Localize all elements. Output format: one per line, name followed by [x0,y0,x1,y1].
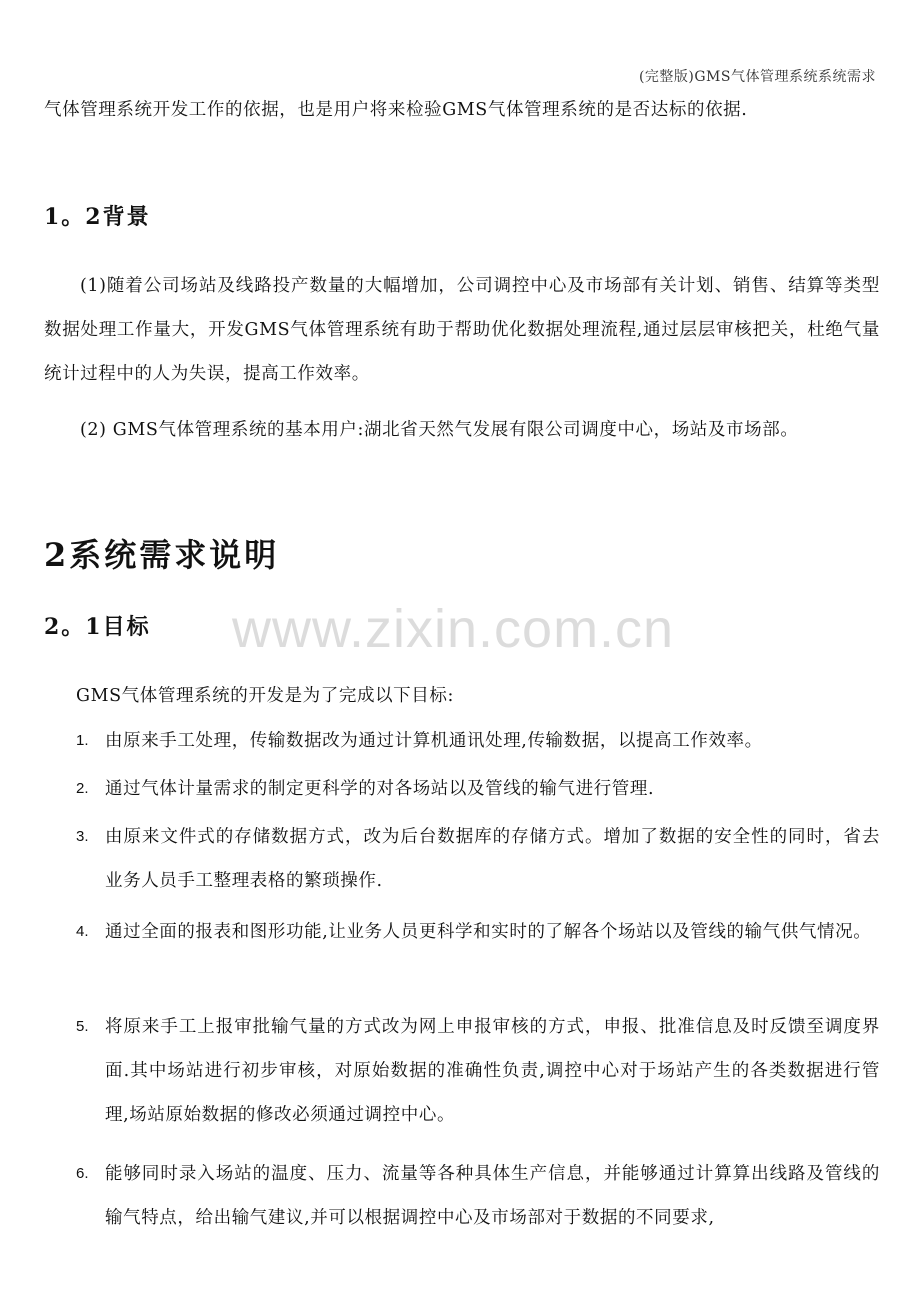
goal-item [76,910,880,954]
goal-item [76,767,880,811]
goal-item-text: 通过气体计量需求的制定更科学的对各场站以及管线的输气进行管理. [105,779,655,799]
background-paragraph-1: (1)随着公司场站及线路投产数量的大幅增加，公司调控中心及市场部有关计划、销售、结算等类型数据处理工作量大，开发GMS气体管理系统有助于帮助优化数据处理流程,通过层层审核把关，杜绝气量统计过程中的人为失误，提高工作效率。 [44,276,880,384]
goal-item [76,815,880,903]
section-heading-1-2: 1。2背景 [44,204,151,230]
goal-item-number: 1. [76,732,89,749]
page-header: (完整版)GMS气体管理系统系统需求 [638,69,876,85]
goal-item-text: 由原来手工处理，传输数据改为通过计算机通讯处理,传输数据，以提高工作效率。 [105,731,763,751]
goal-item-number: 4. [76,923,89,940]
goal-item-number: 2. [76,780,89,797]
goal-item [76,1005,880,1137]
goal-item-number: 3. [76,828,89,845]
goal-item-text: 能够同时录入场站的温度、压力、流量等各种具体生产信息，并能够通过计算算出线路及管线的输气特点，给出输气建议,并可以根据调控中心及市场部对于数据的不同要求, [105,1164,880,1228]
goal-item-number: 6. [76,1165,89,1182]
continuation-paragraph: 气体管理系统开发工作的依据，也是用户将来检验GMS气体管理系统的是否达标的依据. [44,100,748,120]
section-heading-2: 2系统需求说明 [44,536,280,574]
goals-intro: GMS气体管理系统的开发是为了完成以下目标: [76,686,454,706]
goal-item [76,719,880,763]
goal-item-text: 通过全面的报表和图形功能,让业务人员更科学和实时的了解各个场站以及管线的输气供气情况。 [105,922,872,942]
background-paragraph-2: (2) GMS气体管理系统的基本用户:湖北省天然气发展有限公司调度中心，场站及市场部。 [80,420,799,440]
goal-item [76,1152,880,1240]
goal-item-number: 5. [76,1018,89,1035]
goal-item-text: 将原来手工上报审批输气量的方式改为网上申报审核的方式，申报、批准信息及时反馈至调度界面.其中场站进行初步审核，对原始数据的准确性负责,调控中心对于场站产生的各类数据进行管理,场站原始数据的修改必须通过调控中心。 [105,1017,880,1125]
section-heading-2-1: 2。1目标 [44,614,151,640]
goal-item-text: 由原来文件式的存储数据方式，改为后台数据库的存储方式。增加了数据的安全性的同时，省去业务人员手工整理表格的繁琐操作. [105,827,880,891]
watermark: www.zixin.com.cn [232,599,675,659]
